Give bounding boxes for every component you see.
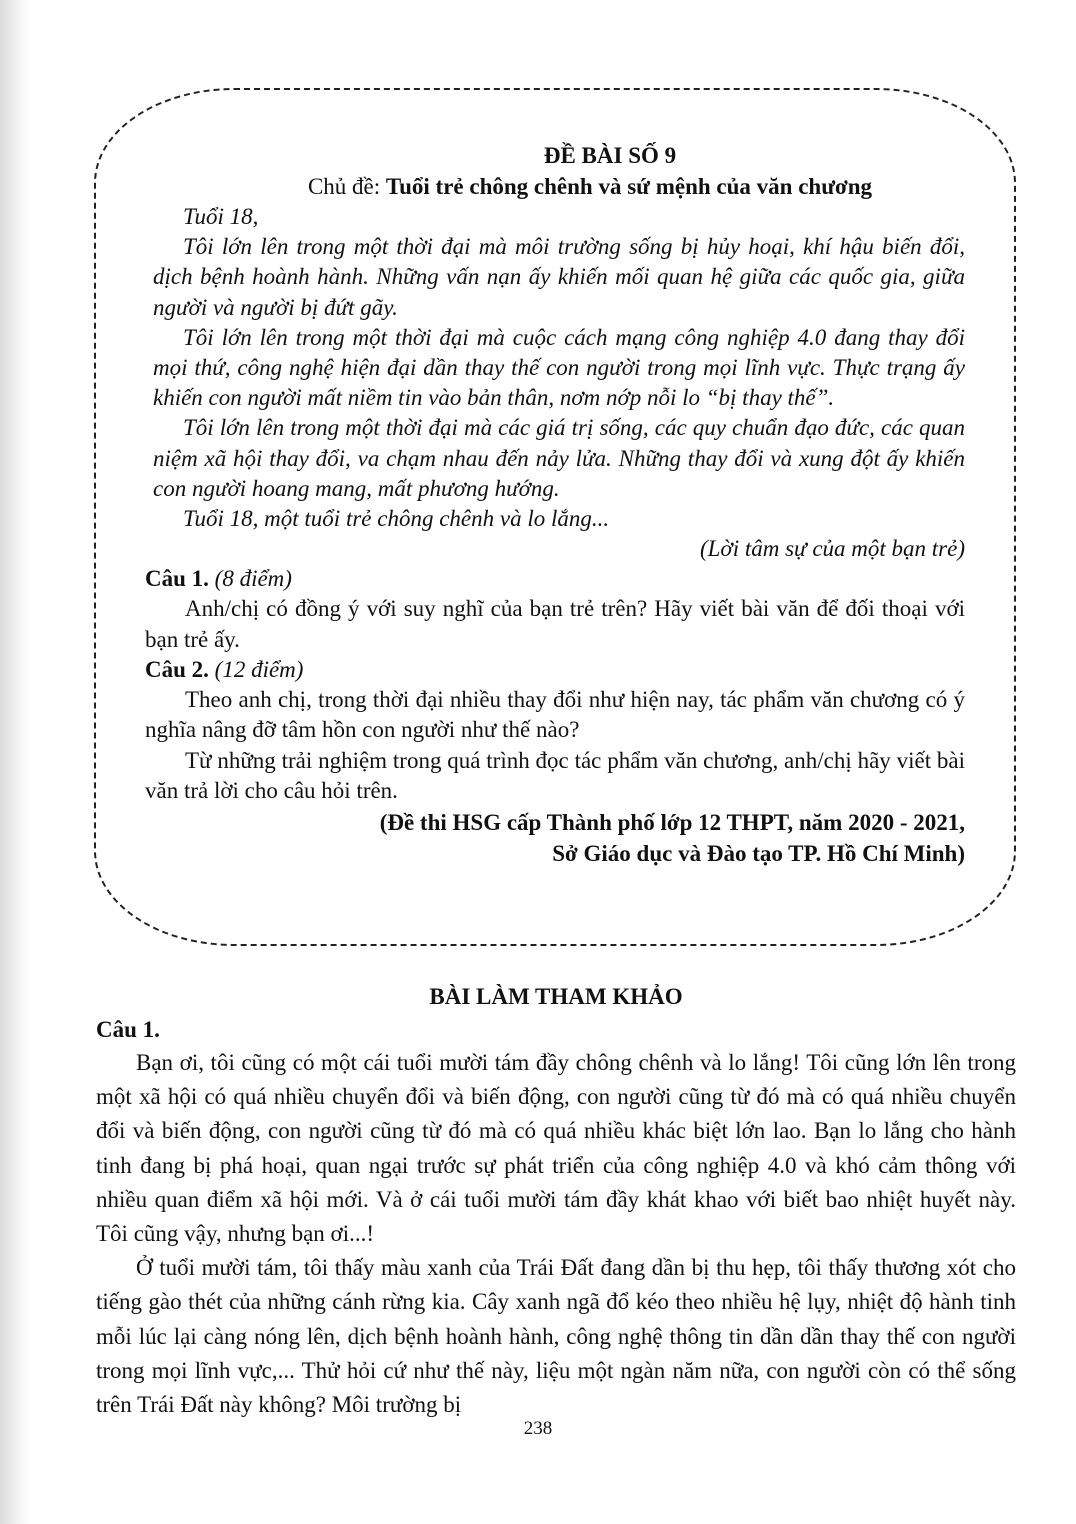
question-1-heading	[145, 564, 965, 594]
topic-text: Tuổi trẻ chông chênh và sứ mệnh của văn chương	[385, 174, 873, 199]
exam-source: Sở Giáo dục và Đào tạo TP. Hồ Chí Minh)	[552, 840, 965, 866]
poem-paragraph: Tôi lớn lên trong một thời đại mà các giá trị sống, các quy chuẩn đạo đức, các quan niệm xã hội thay đổi, va chạm nhau đến nảy lửa. Những thay đổi và xung đột ấy khiến con người hoang mang, mất phương hướng.	[153, 415, 965, 501]
question-2-label: Câu 2.	[145, 657, 209, 683]
topic-label: Chủ đề:	[307, 174, 386, 199]
question-1-label: Câu 1.	[145, 566, 209, 592]
question-2-points: (12 điểm)	[214, 657, 304, 683]
question-2-heading	[145, 655, 965, 685]
answer-section	[96, 980, 1016, 1422]
answer-paragraph: Bạn ơi, tôi cũng có một cái tuổi mười tám đầy chông chênh và lo lắng! Tôi cũng lớn lên trong một xã hội có quá nhiều chuyển đổi và biến động, con người cũng từ đó mà có quá nhiều chuyển đổi và biến động, con người cũng từ đó mà có quá nhiều khác biệt lớn lao. Bạn lo lắng cho hành tinh đang bị phá hoại, quan ngại trước sự phát triển của công nghiệp 4.0 và khó cảm thông với nhiều quan điểm xã hội mới. Và ở cái tuổi mười tám đầy khát khao với biết bao nhiệt huyết này. Tôi cũng vậy, nhưng bạn ơi...!	[96, 1050, 1016, 1247]
exam-source: (Đề thi HSG cấp Thành phố lớp 12 THPT, năm 2020 - 2021,	[379, 809, 965, 835]
poem-paragraph: Tôi lớn lên trong một thời đại mà cuộc cách mạng công nghiệp 4.0 đang thay đổi mọi thứ, công nghệ hiện đại dần thay thế con người trong mọi lĩnh vực. Thực trạng ấy khiến con người mất niềm tin vào bản thân, nơm nớp nỗi lo “bị thay thế”.	[153, 324, 965, 411]
page-number: 238	[523, 1418, 553, 1439]
poem-paragraph: Tôi lớn lên trong một thời đại mà môi trường sống bị hủy hoại, khí hậu biến đổi, dịch bệnh hoành hành. Những vấn nạn ấy khiến mối quan hệ giữa các quốc gia, giữa người và người bị đứt gãy.	[153, 234, 965, 320]
answer-question-label: Câu 1.	[96, 1017, 160, 1042]
question-1-text: Anh/chị có đồng ý với suy nghĩ của bạn trẻ trên? Hãy viết bài văn để đối thoại với bạn trẻ ấy.	[145, 596, 965, 652]
exam-box	[145, 140, 965, 869]
answer-paragraph: Ở tuổi mười tám, tôi thấy màu xanh của Trái Đất đang dần bị thu hẹp, tôi thấy thương xót cho tiếng gào thét của những cánh rừng kia. Cây xanh ngã đổ kéo theo nhiều hệ lụy, nhiệt độ hành tinh mỗi lúc lại càng nóng lên, dịch bệnh hoành hành, công nghệ thông tin dần dần thay thế con người trong mọi lĩnh vực,... Thử hỏi cứ như thế này, liệu một ngàn năm nữa, con người còn có thể sống trên Trái Đất này không? Môi trường bị	[96, 1255, 1016, 1418]
poem-source: (Lời tâm sự của một bạn trẻ)	[699, 536, 965, 562]
exam-title: ĐỀ BÀI SỐ 9	[543, 143, 677, 168]
page-edge-shadow	[0, 0, 30, 1524]
poem-line: Tuổi 18, một tuổi trẻ chông chênh và lo lắng...	[183, 506, 610, 532]
question-1-points: (8 điểm)	[214, 566, 292, 592]
poem-line: Tuổi 18,	[183, 204, 259, 229]
exam-topic	[145, 172, 965, 202]
question-2-text: Từ những trải nghiệm trong quá trình đọc tác phẩm văn chương, anh/chị hãy viết bài văn trả lời cho câu hỏi trên.	[145, 747, 965, 804]
question-2-text: Theo anh chị, trong thời đại nhiều thay đổi như hiện nay, tác phẩm văn chương có ý nghĩa nâng đỡ tâm hồn con người như thế nào?	[145, 687, 965, 743]
answer-title: BÀI LÀM THAM KHẢO	[429, 984, 683, 1009]
